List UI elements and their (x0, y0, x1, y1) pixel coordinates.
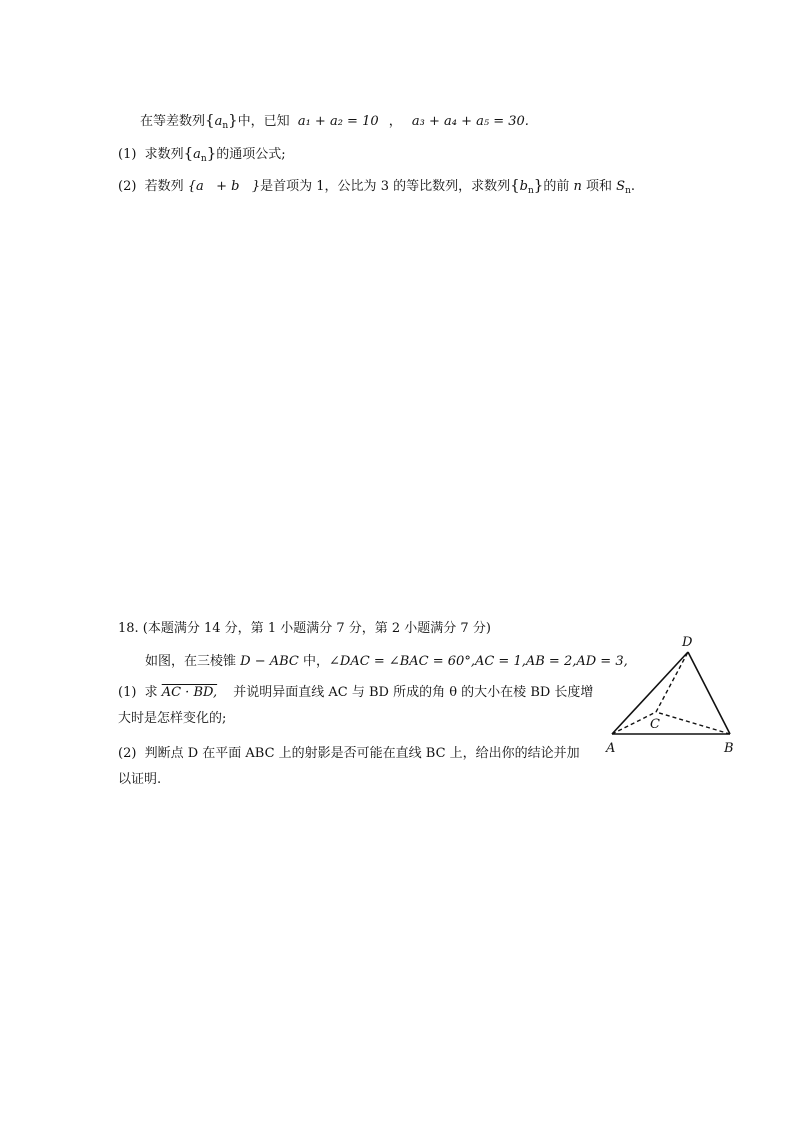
q18-part1 (118, 684, 593, 702)
q17-eq2: a₃ + a₄ + a₅ = 30. (411, 114, 529, 129)
edge-BD (688, 652, 730, 734)
q17-intro-text: 在等差数列 (140, 114, 206, 129)
q18-part2-text: 判断点 D 在平面 ABC 上的射影是否可能在直线 BC 上，给出你的结论并加 (144, 746, 580, 761)
q17-part1: (1) 求数列$\{a_n\}$的通项公式; (118, 144, 286, 164)
q18-part1-vec: AC · BD, (161, 685, 218, 700)
q17-part2-n: n (573, 179, 582, 194)
label-C: C (650, 717, 660, 732)
q17-intro: 在等差数列$\{a_n\}$中，已知 a₁ + a₂ = 10 ， a₃ + a₄ + a₅ = 30. (140, 111, 529, 131)
q17-eq1: a₁ + a₂ = 10 (297, 114, 379, 129)
q17-part1-pre: 求数列 (144, 147, 184, 162)
q17-part2-mid2: 的前 (543, 179, 570, 194)
label-A: A (606, 741, 616, 756)
q17-part2-seq: {a + b } (187, 179, 261, 194)
q18-stem-cond: ∠DAC = ∠BAC = 60°,AC = 1,AB = 2,AD = 3, (329, 654, 628, 669)
q17-intro-mid: 中，已知 (237, 114, 290, 129)
q17-part2-mid: 是首项为 1，公比为 3 的等比数列，求数列 (260, 179, 511, 194)
q18-part1-cont: 大时是怎样变化的; (118, 711, 227, 726)
q18-stem-pre: 如图，在三棱锥 (145, 654, 237, 669)
q17-part2-pre: 若数列 (144, 179, 184, 194)
edge-BC (656, 712, 730, 734)
q17-part1-num: (1) (118, 147, 137, 162)
q18-part2-num: (2) (118, 746, 137, 761)
q17-part2-end: . (630, 179, 635, 194)
q18-stem-mid: 中， (303, 654, 330, 669)
q17-sep: ， (388, 114, 402, 129)
label-D: D (682, 635, 693, 650)
q18-part1-pre: 求 (144, 685, 158, 700)
label-B: B (724, 741, 734, 756)
q18-part1-text: 并说明异面直线 AC 与 BD 所成的角 θ 的大小在棱 BD 长度增 (233, 685, 594, 700)
q18-part1-num: (1) (118, 685, 137, 700)
q18-part2 (118, 745, 580, 763)
q18-stem-tetra: D − ABC (240, 654, 299, 669)
q17-part2-num: (2) (118, 179, 137, 194)
q18-header: 18. (本题满分 14 分，第 1 小题满分 7 分，第 2 小题满分 7 分) (118, 621, 491, 636)
q18-stem (145, 653, 628, 671)
tetrahedron-figure (600, 628, 770, 758)
q17-part2: (2) 若数列 {a + b }是首项为 1，公比为 3 的等比数列，求数列$\{b_n\}$的前 n 项和 $S_n$. (118, 176, 635, 196)
q18-part2-cont: 以证明. (118, 772, 162, 787)
q17-part1-post: 的通项公式; (216, 147, 286, 162)
q17-part2-post: 项和 (586, 179, 613, 194)
